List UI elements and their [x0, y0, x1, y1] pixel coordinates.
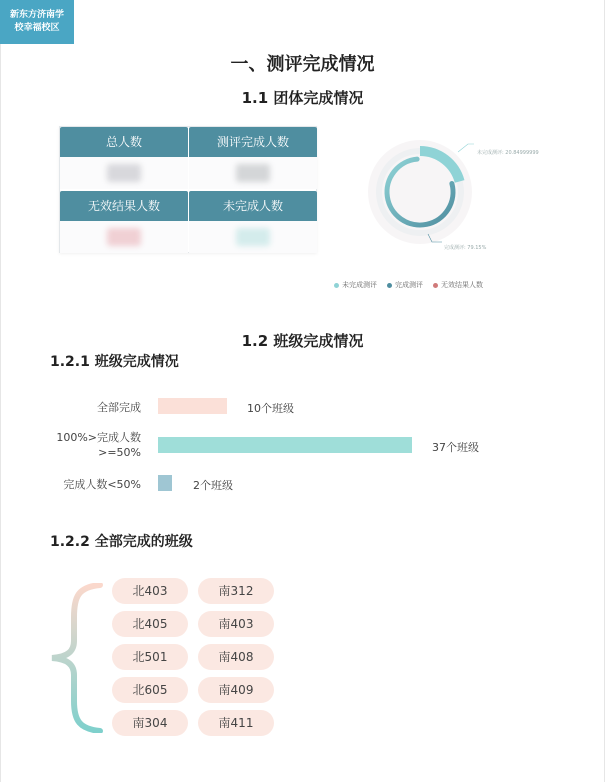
- school-logo: [0, 0, 74, 44]
- legend-dot-invalid: [433, 283, 438, 288]
- class-chip: 南409: [198, 677, 274, 703]
- legend-item-invalid: [433, 280, 483, 290]
- logo-line-2: 校幸福校区: [14, 23, 60, 33]
- class-chip: 北501: [112, 644, 188, 670]
- class-chip: 北405: [112, 611, 188, 637]
- logo-line-1: 新东方济南学: [9, 10, 64, 20]
- legend-dot-complete: [387, 283, 392, 288]
- bar-value-half-complete: 37个班级: [432, 441, 479, 454]
- stat-completed: [189, 127, 317, 189]
- stat-total: [60, 127, 188, 189]
- bar-label-all-complete: 全部完成: [97, 401, 141, 414]
- bar-all-complete: [158, 398, 227, 414]
- legend-item-incomplete: [334, 280, 377, 290]
- page-title: 一、测评完成情况: [230, 54, 375, 75]
- stat-incomplete-value: [189, 221, 317, 253]
- stat-incomplete: [189, 191, 317, 253]
- bar-under-half: [158, 475, 172, 491]
- incomplete-pct-label: 未完成测评: 20.84999999: [477, 150, 539, 156]
- legend-label-complete: 完成测评: [395, 281, 423, 289]
- completion-donut-chart: [350, 130, 550, 270]
- redacted-value: [236, 164, 270, 182]
- brace-decoration: [48, 583, 104, 733]
- legend-dot-incomplete: [334, 283, 339, 288]
- section-class-heading: 1.2 班级完成情况: [241, 332, 364, 350]
- bar-value-under-half: 2个班级: [193, 479, 233, 492]
- redacted-value: [107, 228, 141, 246]
- donut-legend: [334, 280, 483, 290]
- class-chip: 北605: [112, 677, 188, 703]
- stat-total-label: 总人数: [60, 127, 188, 157]
- bar-label-half-line-1: 100%>完成人数: [56, 431, 141, 444]
- bar-label-half-line-2: >=50%: [98, 446, 141, 459]
- legend-item-complete: [387, 280, 423, 290]
- legend-label-invalid: 无效结果人数: [441, 281, 483, 289]
- redacted-value: [236, 228, 270, 246]
- bar-half-complete: [158, 437, 412, 453]
- section-group-heading: 1.1 团体完成情况: [241, 89, 364, 107]
- bar-label-half-complete: [40, 430, 141, 460]
- class-chip: 南304: [112, 710, 188, 736]
- bar-label-under-half: 完成人数<50%: [63, 478, 141, 491]
- class-status-heading: 1.2.1 班级完成情况: [50, 354, 179, 370]
- stats-table: [59, 126, 317, 253]
- stat-invalid-value: [60, 221, 188, 253]
- full-classes-heading: 1.2.2 全部完成的班级: [50, 534, 193, 550]
- redacted-value: [107, 164, 141, 182]
- class-chip: 南312: [198, 578, 274, 604]
- stat-incomplete-label: 未完成人数: [189, 191, 317, 221]
- class-chip: 北403: [112, 578, 188, 604]
- bar-value-all-complete: 10个班级: [247, 402, 294, 415]
- class-chip: 南403: [198, 611, 274, 637]
- complete-pct-label: 完成测评: 79.15%: [444, 245, 487, 251]
- stat-completed-label: 测评完成人数: [189, 127, 317, 157]
- class-chip: 南408: [198, 644, 274, 670]
- stat-total-value: [60, 157, 188, 189]
- legend-label-incomplete: 未完成测评: [342, 281, 377, 289]
- class-chip: 南411: [198, 710, 274, 736]
- stat-invalid: [60, 191, 188, 253]
- stat-completed-value: [189, 157, 317, 189]
- stat-invalid-label: 无效结果人数: [60, 191, 188, 221]
- incomplete-leader-line: [458, 144, 474, 152]
